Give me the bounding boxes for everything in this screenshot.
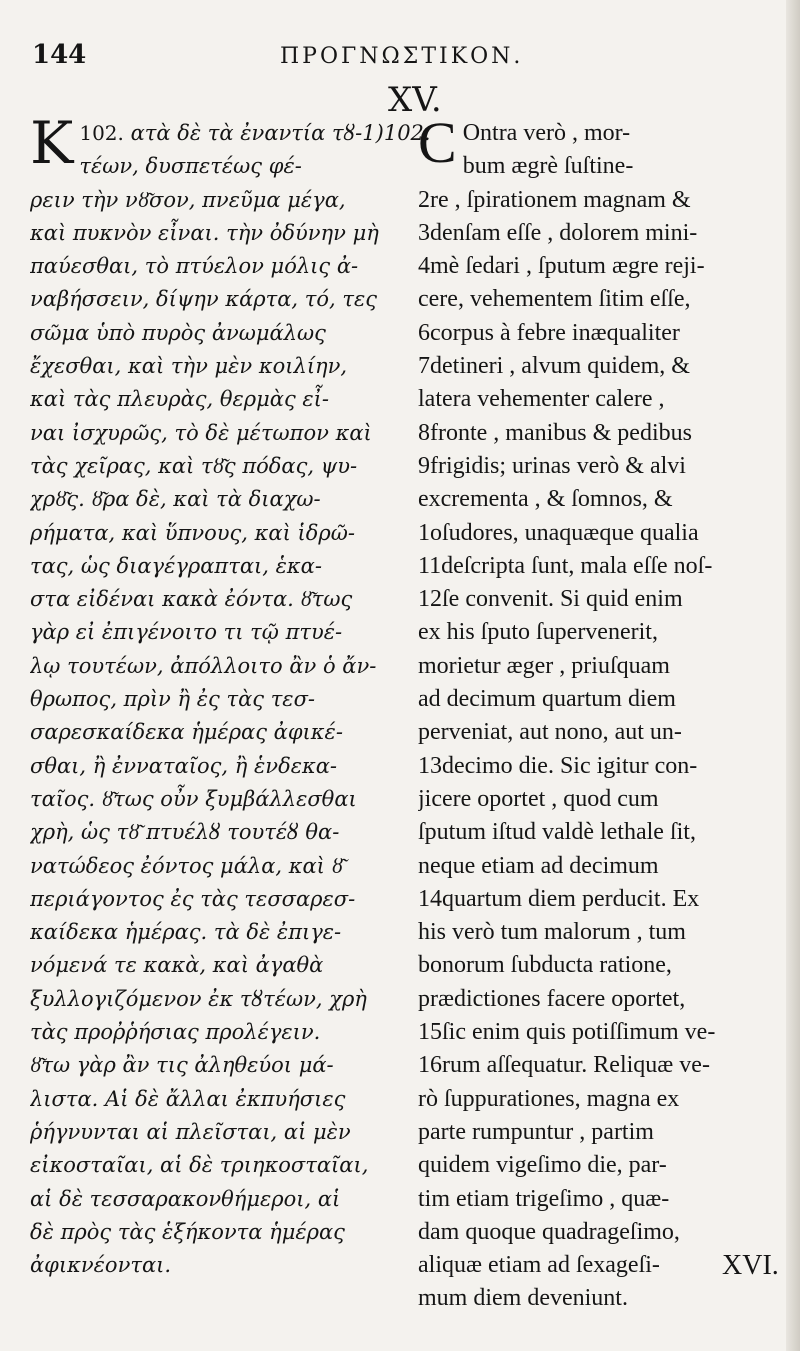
latin-line — [418, 850, 788, 883]
greek-line — [79, 150, 430, 183]
latin-line-text: tim etiam trigeſimo , quæ- — [418, 1185, 670, 1212]
latin-line — [418, 317, 788, 350]
greek-line — [30, 716, 430, 749]
greek-line-text: θρωπος, πρὶν ἢ ἐς τὰς τεσ- — [30, 687, 316, 712]
greek-line — [30, 184, 430, 217]
latin-line-text: quidem vigeſimo die, par- — [418, 1152, 667, 1179]
greek-line-text: ατὰ δὲ τὰ ἐναντία τȣ-1)102. — [130, 121, 431, 145]
latin-line-text: ex his ſputo ſupervenerit, — [418, 619, 658, 646]
greek-line — [30, 1216, 430, 1249]
latin-line — [418, 250, 788, 283]
greek-line — [30, 317, 430, 350]
greek-line-text: ναβήσσειν, δίψην κάρτα, τό, τες — [30, 287, 378, 312]
greek-line-text: τας, ὡς διαγέγραπται, ἑκα- — [30, 553, 322, 578]
latin-line — [418, 750, 788, 783]
greek-line-text: γὰρ εἰ ἐπιγένοιτο τι τῷ πτυέ- — [30, 620, 343, 645]
latin-column — [418, 110, 788, 1316]
greek-line-text: εἰκοσταῖαι, αἱ δὲ τριηκοσταῖαι, — [30, 1153, 369, 1178]
greek-line-text: καίδεκα ἡμέρας. τὰ δὲ ἐπιγε- — [30, 920, 342, 945]
latin-line-text: 3denſam eſſe , dolorem mini- — [418, 219, 698, 246]
latin-line — [418, 550, 788, 583]
greek-line-text: ταῖος. ȣ͂τως οὖν ξυμβάλλεσθαι — [30, 786, 357, 811]
greek-line — [30, 250, 430, 283]
latin-line-text: morietur æger , priuſquam — [418, 652, 670, 679]
greek-line — [30, 983, 430, 1016]
greek-line-text: στα εἰδέναι κακὰ ἐόντα. ȣ͂τως — [30, 587, 353, 612]
latin-line — [418, 783, 788, 816]
latin-line — [418, 716, 788, 749]
latin-line-text: 16rum aſſequatur. Reliquæ ve- — [418, 1052, 710, 1079]
latin-line-text: 4mè ſedari , ſputum ægre reji- — [418, 253, 705, 280]
greek-line-text: ξυλλογιζόμενον ἐκ τȣτέων, χρὴ — [30, 986, 367, 1011]
latin-line — [418, 916, 788, 949]
latin-line-text: 15ſic enim quis potiſſimum ve- — [418, 1019, 716, 1046]
latin-line — [418, 683, 788, 716]
latin-line — [418, 949, 788, 982]
latin-line — [418, 350, 788, 383]
greek-drop-initial: K — [30, 109, 74, 177]
latin-line-text: jicere oportet , quod cum — [418, 785, 659, 812]
greek-line-text: καὶ τὰς πλευρὰς, θερμὰς εἶ- — [30, 387, 330, 412]
greek-line-text: σαρεσκαίδεκα ἡμέρας ἀφικέ- — [30, 720, 343, 745]
greek-line — [30, 1183, 430, 1216]
latin-drop-initial: C — [418, 110, 457, 175]
greek-line-text: ῥήγνυνται αἱ πλεῖσται, αἱ μὲν — [30, 1119, 351, 1144]
page-number: 144 — [32, 40, 87, 70]
latin-line-text: 2re , ſpirationem magnam & — [418, 186, 691, 213]
latin-line-text: his verò tum malorum , tum — [418, 919, 686, 946]
greek-line — [30, 949, 430, 982]
latin-line — [418, 1282, 788, 1315]
latin-line-text: 14quartum diem perducit. Ex — [418, 885, 700, 912]
latin-line — [418, 517, 788, 550]
greek-line-text: νατώδεος ἐόντος μάλα, καὶ ȣ͂ — [30, 853, 343, 878]
greek-line — [30, 483, 430, 516]
greek-line-text: παύεσθαι, τὸ πτύελον μόλις ἀ- — [30, 254, 359, 279]
greek-line — [30, 517, 430, 550]
latin-line-text: 1oſudores, unaquæque qualia — [418, 519, 699, 546]
page-gutter-shadow — [786, 0, 800, 1351]
latin-line — [418, 1016, 788, 1049]
latin-line — [418, 483, 788, 516]
latin-line — [418, 217, 788, 250]
latin-line-text: dam quoque quadrageſimo, — [418, 1218, 680, 1245]
greek-line — [30, 683, 430, 716]
latin-line — [418, 383, 788, 416]
greek-line — [30, 616, 430, 649]
greek-line-text: ἔχεσθαι, καὶ τὴν μὲν κοιλίην, — [30, 354, 348, 379]
greek-line — [30, 650, 430, 683]
latin-line — [418, 1149, 788, 1182]
latin-line-text: 8fronte , manibus & pedibus — [418, 419, 692, 446]
latin-line-text: 12ſe convenit. Si quid enim — [418, 586, 683, 613]
greek-line — [30, 550, 430, 583]
latin-line — [418, 450, 788, 483]
latin-line-text: aliquæ etiam ad ſexageſi- — [418, 1252, 660, 1279]
latin-line — [418, 283, 788, 316]
greek-line — [30, 450, 430, 483]
latin-line-text: Ontra verò , mor- — [462, 120, 631, 146]
latin-line — [418, 883, 788, 916]
greek-line-text: αἱ δὲ τεσσαρακονθήμεροι, αἱ — [30, 1186, 341, 1211]
greek-line — [30, 583, 430, 616]
latin-line — [418, 1183, 788, 1216]
latin-line — [418, 616, 788, 649]
greek-line — [30, 283, 430, 316]
greek-line — [30, 816, 430, 849]
catchword: XVI. — [722, 1250, 779, 1281]
greek-line — [30, 350, 430, 383]
greek-line-text: καὶ πυκνὸν εἶναι. τὴν ὀδύνην μὴ — [30, 220, 379, 245]
running-title: ΠΡΟΓΝΩΣΤΙΚΟΝ. — [280, 44, 524, 69]
greek-line-text: νόμενά τε κακὰ, καὶ ἀγαθὰ — [30, 953, 324, 978]
greek-line-text: λιστα. Αἱ δὲ ἄλλαι ἐκπυήσιες — [30, 1086, 346, 1111]
greek-line-text: ȣ͂τω γὰρ ἂν τις ἀληθεύοι μά- — [30, 1053, 334, 1078]
latin-line — [418, 417, 788, 450]
latin-line-text: parte rumpuntur , partim — [418, 1118, 654, 1145]
greek-line-text: χρȣ͂ς. ȣ͂ρα δὲ, καὶ τὰ διαχω- — [30, 487, 321, 512]
greek-line-text: δὲ πρὸς τὰς ἑξήκοντα ἡμέρας — [30, 1219, 345, 1244]
latin-line-text: cere, vehementem ſitim eſſe, — [418, 286, 691, 313]
greek-line-text: λῳ τουτέων, ἀπόλλοιτο ἂν ὁ ἄν- — [30, 653, 377, 678]
latin-line-text: neque etiam ad decimum — [418, 852, 659, 879]
greek-line — [30, 217, 430, 250]
greek-line-text: τὰς προῤῥήσιας προλέγειν. — [30, 1020, 321, 1045]
greek-line — [30, 916, 430, 949]
greek-line — [30, 417, 430, 450]
latin-line-text: ad decimum quartum diem — [418, 686, 676, 713]
latin-line-text: excrementa , & ſomnos, & — [418, 486, 673, 513]
latin-line — [418, 1083, 788, 1116]
greek-line — [30, 1016, 430, 1049]
greek-line — [30, 1083, 430, 1116]
greek-line — [30, 850, 430, 883]
greek-line — [30, 1249, 430, 1282]
latin-line-text: rò ſuppurationes, magna ex — [418, 1085, 680, 1112]
greek-line-text: περιάγοντος ἐς τὰς τεσσαρεσ- — [30, 886, 356, 911]
latin-line-text: perveniat, aut nono, aut un- — [418, 719, 682, 746]
greek-line-text: ρήματα, καὶ ὕπνους, καὶ ἱδρῶ- — [30, 520, 355, 545]
latin-line — [418, 983, 788, 1016]
latin-line — [418, 184, 788, 217]
latin-line-text: 11deſcripta ſunt, mala eſſe noſ- — [418, 552, 713, 579]
greek-line — [30, 383, 430, 416]
latin-line-text: 13decimo die. Sic igitur con- — [418, 752, 698, 779]
latin-line-text: prædictiones facere oportet, — [418, 985, 686, 1012]
greek-line-text: σθαι, ἢ ἐνναταῖος, ἢ ἑνδεκα- — [30, 753, 338, 778]
latin-line — [418, 583, 788, 616]
latin-line — [418, 1049, 788, 1082]
greek-line — [30, 750, 430, 783]
greek-line-text: σῶμα ὑπὸ πυρὸς ἀνωμάλως — [30, 320, 326, 345]
latin-line — [418, 1116, 788, 1149]
latin-line — [418, 1216, 788, 1249]
latin-line — [463, 150, 788, 183]
section-heading: XV. — [388, 80, 442, 120]
latin-line-text: 9frigidis; urinas verò & alvi — [418, 452, 686, 479]
greek-line — [30, 1116, 430, 1149]
greek-line-text: ἀφικνέονται. — [30, 1253, 172, 1278]
latin-line — [418, 650, 788, 683]
greek-line-text: τὰς χεῖρας, καὶ τȣ͂ς πόδας, ψυ- — [30, 453, 358, 478]
greek-line-text: χρὴ, ὡς τȣ͂ πτυέλȣ τουτέȣ θα- — [30, 820, 340, 845]
greek-line — [30, 783, 430, 816]
greek-line — [30, 883, 430, 916]
greek-line-text: ναι ἰσχυρῶς, τὸ δὲ μέτωπον καὶ — [30, 420, 372, 445]
greek-line-text: ρειν τὴν νȣ͂σον, πνεῦμα μέγα, — [30, 187, 346, 212]
latin-line-text: latera vehementer calere , — [418, 386, 665, 413]
greek-line — [30, 1149, 430, 1182]
latin-line-text: 6corpus à febre inæqualiter — [418, 319, 680, 346]
latin-line-text: mum diem deveniunt. — [418, 1285, 628, 1312]
paragraph-number: 102. — [79, 121, 124, 145]
latin-line-text: 7detineri , alvum quidem, & — [418, 353, 690, 380]
latin-line — [418, 816, 788, 849]
greek-line-text: τέων, δυσπετέως φέ- — [79, 154, 302, 179]
latin-line-text: bonorum ſubducta ratione, — [418, 952, 672, 979]
greek-line — [30, 1049, 430, 1082]
greek-column — [30, 109, 431, 1282]
latin-line-text: ſputum iſtud valdè lethale ſit, — [418, 819, 696, 846]
latin-line-text: bum ægrè ſuſtine- — [462, 153, 634, 180]
